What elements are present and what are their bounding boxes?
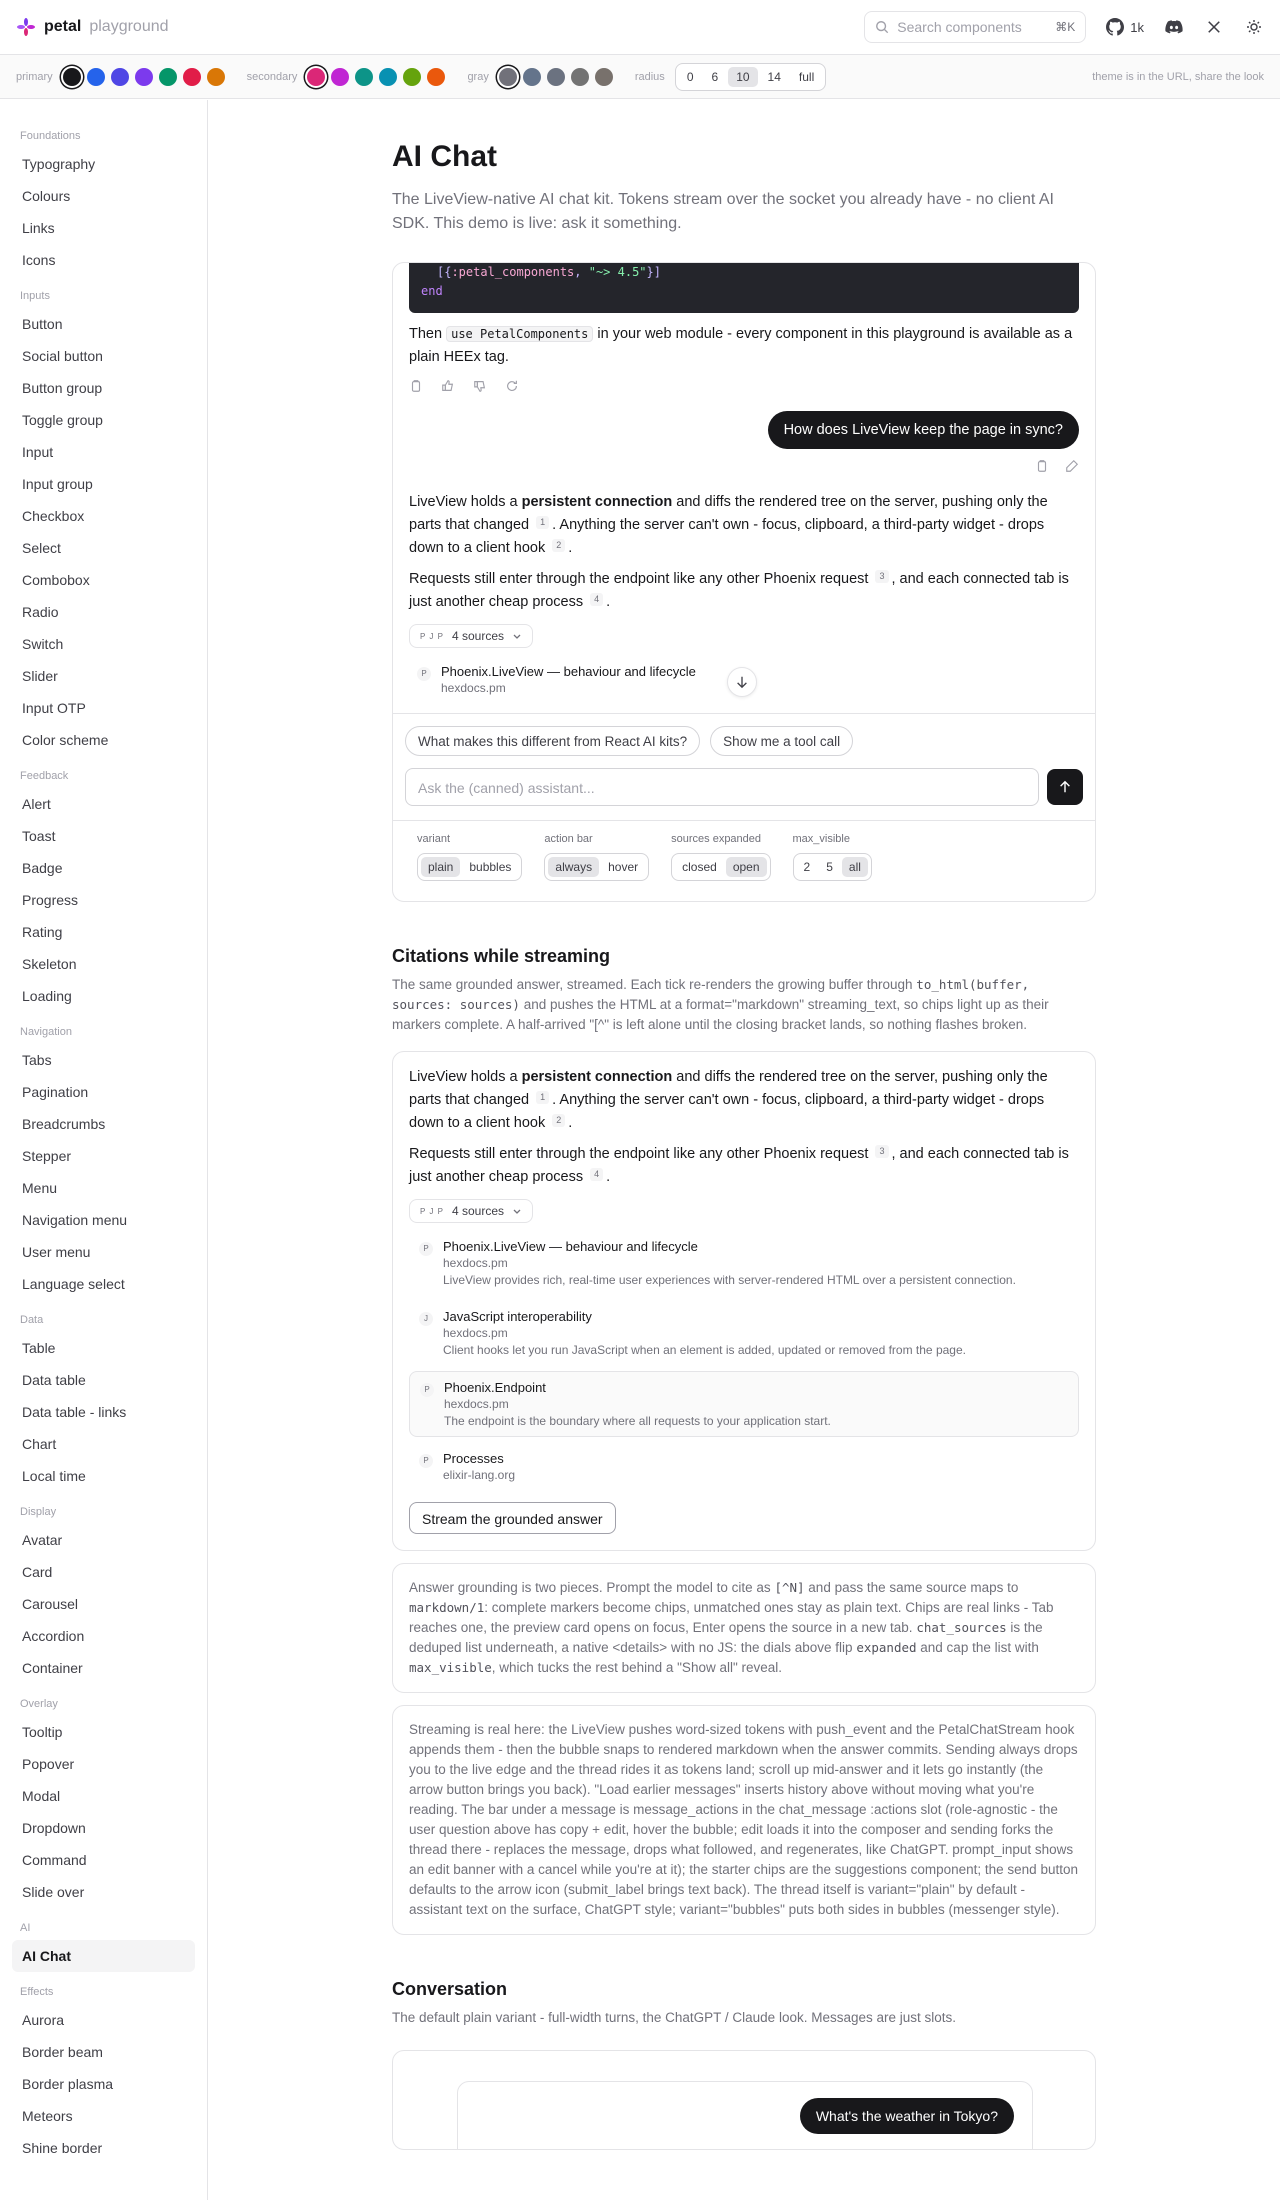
answer-text: . <box>606 1169 611 1185</box>
answer-text: . <box>568 1115 573 1131</box>
dial-label: max_visible <box>792 833 850 845</box>
sidebar-section-heading: Display <box>20 1506 57 1518</box>
sources-count: 4 sources <box>451 1204 505 1218</box>
note-text: , which tucks the rest behind a "Show all" reveal. <box>491 1660 783 1675</box>
conversation-thread <box>457 2081 1033 2150</box>
sidebar-item-loading[interactable]: Loading <box>22 988 72 1004</box>
sidebar-item-popover[interactable]: Popover <box>22 1756 75 1772</box>
sidebar-gap <box>12 1492 195 1504</box>
github-icon <box>1106 18 1124 36</box>
petal-logo-icon <box>16 17 36 37</box>
sidebar-item-user-menu[interactable]: User menu <box>22 1244 91 1260</box>
radius-option[interactable]: 0 <box>686 69 694 84</box>
source-title: Phoenix.LiveView — behaviour and lifecycle <box>441 664 696 679</box>
inline-code: expanded <box>856 1640 917 1655</box>
search-placeholder: Search components <box>897 19 1022 35</box>
inline-code: to_html(buffer, sources: sources) <box>392 977 1030 1012</box>
sidebar-section-heading: Overlay <box>20 1698 58 1710</box>
primary-color-swatch[interactable] <box>207 68 225 86</box>
gray-label: gray <box>467 70 489 83</box>
code-token: :petal_components <box>451 265 575 279</box>
source-favicons: P J P <box>420 1206 444 1216</box>
source-title: Processes <box>443 1451 504 1466</box>
github-star-count: 1k <box>1130 19 1144 35</box>
search-input[interactable] <box>864 11 1086 43</box>
citation-chip[interactable]: 3 <box>875 1145 888 1158</box>
action-bar-dial <box>544 833 649 881</box>
scroll-to-bottom-button[interactable] <box>727 667 757 697</box>
answer-text: , and each connected tab is just another cheap process <box>409 571 1069 610</box>
thumbs-up-icon[interactable] <box>441 379 457 395</box>
radius-option[interactable]: full <box>798 69 815 84</box>
note-text: is the deduped list underneath, a native <details> with no JS: the dials above flip <box>409 1620 1043 1655</box>
variant-segmented <box>417 853 522 881</box>
assistant-answer <box>409 491 1079 560</box>
gray-color-swatch[interactable] <box>547 68 565 86</box>
radius-option[interactable]: 14 <box>767 69 781 84</box>
user-message-row <box>409 411 1079 449</box>
discord-icon <box>1165 20 1183 34</box>
source-item[interactable] <box>409 1371 1079 1437</box>
code-block <box>409 263 1079 313</box>
gray-color-swatch[interactable] <box>595 68 613 86</box>
answer-text: , and each connected tab is just another cheap process <box>409 1146 1069 1185</box>
code-token: }] <box>646 265 661 279</box>
sidebar-item-command[interactable]: Command <box>22 1852 87 1868</box>
sidebar-item-toast[interactable]: Toast <box>22 828 56 844</box>
source-title: Phoenix.Endpoint <box>444 1380 546 1395</box>
source-item[interactable] <box>409 1301 1079 1365</box>
sidebar-item-social-button[interactable]: Social button <box>22 348 103 364</box>
sidebar-item-shine-border[interactable]: Shine border <box>22 2140 103 2156</box>
radius-selector <box>675 63 826 91</box>
assistant-message <box>409 323 1079 369</box>
code-line <box>421 263 1067 282</box>
source-domain: hexdocs.pm <box>441 681 506 695</box>
inline-code: markdown/1 <box>409 1600 485 1615</box>
sidebar-item-select[interactable]: Select <box>22 540 61 556</box>
action-bar-segmented <box>544 853 649 881</box>
primary-color-swatch[interactable] <box>135 68 153 86</box>
discord-link[interactable] <box>1164 17 1184 37</box>
sources-expanded-segmented <box>671 853 770 881</box>
section-title-conversation: Conversation <box>392 1979 508 1999</box>
sidebar-item-checkbox[interactable]: Checkbox <box>22 508 85 524</box>
citation-chip[interactable]: 4 <box>590 593 603 606</box>
inline-code: [^N] <box>774 1580 805 1595</box>
chat-demo-card <box>392 262 1096 902</box>
note-text: : complete markers become chips, unmatched ones stay as plain text. Chips are real links - Tab reaches one, the preview card opens on focus, Enter opens the source in a new tab. <box>409 1600 1054 1635</box>
sidebar-item-table[interactable]: Table <box>22 1340 56 1356</box>
sidebar-item-color-scheme[interactable]: Color scheme <box>22 732 109 748</box>
variant-option-bubbles[interactable]: bubbles <box>469 860 512 874</box>
copy-icon[interactable] <box>409 379 425 395</box>
desc-text: The same grounded answer, streamed. Each tick re-renders the growing buffer through <box>392 977 917 992</box>
sidebar-item-combobox[interactable]: Combobox <box>22 572 90 588</box>
source-excerpt: The endpoint is the boundary where all requests to your application start. <box>444 1414 831 1428</box>
sidebar-item-icons[interactable]: Icons <box>22 252 56 268</box>
sidebar-item-colours[interactable]: Colours <box>22 188 71 204</box>
variant-option-plain[interactable]: plain <box>421 857 460 877</box>
variant-dial <box>417 833 522 881</box>
sources-toggle[interactable] <box>409 1199 533 1223</box>
brand-name: petal <box>44 18 82 35</box>
user-message: What's the weather in Tokyo? <box>800 2098 1014 2134</box>
sources-option-closed[interactable]: closed <box>682 860 717 874</box>
sources-option-open[interactable]: open <box>726 857 767 877</box>
sidebar-item-container[interactable]: Container <box>22 1660 83 1676</box>
source-excerpt: LiveView provides rich, real-time user experiences with server-rendered HTML over a persistent connection. <box>443 1273 1016 1287</box>
sidebar-item-ai-chat[interactable]: AI Chat <box>12 1940 195 1972</box>
grounding-note <box>392 1563 1096 1693</box>
sidebar-item-button-group[interactable]: Button group <box>22 380 103 396</box>
secondary-color-swatch[interactable] <box>355 68 373 86</box>
sidebar-gap <box>12 276 195 288</box>
answer-text: . <box>568 540 573 556</box>
demo-dials <box>393 820 1095 901</box>
dial-label: variant <box>417 833 451 845</box>
brand-subtitle: playground <box>89 18 169 35</box>
sidebar-item-input-otp[interactable]: Input OTP <box>22 700 86 716</box>
answer-text: Requests still enter through the endpoint like any other Phoenix request <box>409 1146 873 1162</box>
sidebar-section-heading: Effects <box>20 1986 54 1998</box>
sidebar-item-menu[interactable]: Menu <box>22 1180 58 1196</box>
answer-text: LiveView holds a <box>409 1069 522 1085</box>
gray-color-swatch[interactable] <box>499 68 517 86</box>
sidebar-section-heading: Foundations <box>20 130 81 142</box>
inline-code: max_visible <box>409 1660 492 1675</box>
sidebar-item-links[interactable]: Links <box>22 220 55 236</box>
primary-color-swatch[interactable] <box>87 68 105 86</box>
answer-text: and diffs the rendered tree on the server, pushing only the parts that changed <box>409 1069 1048 1108</box>
answer-bold: persistent connection <box>521 494 673 510</box>
composer <box>393 713 1095 820</box>
github-link[interactable] <box>1106 18 1144 36</box>
thumbs-down-icon[interactable] <box>473 379 489 395</box>
source-title: Phoenix.LiveView — behaviour and lifecycle <box>443 1239 698 1254</box>
sidebar-item-card[interactable]: Card <box>22 1564 53 1580</box>
answer-text: and diffs the rendered tree on the server, pushing only the parts that changed <box>409 494 1048 533</box>
sun-icon <box>1246 19 1262 35</box>
sources-count: 4 sources <box>451 629 505 643</box>
source-favicon: P <box>417 667 431 681</box>
assistant-answer-p2 <box>409 568 1079 614</box>
gray-color-group <box>467 68 612 86</box>
sidebar-item-button[interactable]: Button <box>22 316 63 332</box>
sources-expanded-dial <box>671 833 770 881</box>
answer-text: Requests still enter through the endpoint like any other Phoenix request <box>409 571 873 587</box>
sidebar-gap <box>12 1684 195 1696</box>
sidebar-gap <box>12 1012 195 1024</box>
radius-option[interactable]: 10 <box>728 67 757 87</box>
chevron-down-icon <box>512 1206 522 1216</box>
source-domain: hexdocs.pm <box>443 1256 508 1270</box>
sidebar-item-border-beam[interactable]: Border beam <box>22 2044 103 2060</box>
answer-text: . Anything the server can't own - focus, clipboard, a third-party widget - drops down to a client hook <box>409 517 1045 556</box>
suggestion-chip[interactable]: What makes this different from React AI kits? <box>405 726 700 756</box>
chevron-down-icon <box>512 631 522 641</box>
sidebar-item-aurora[interactable]: Aurora <box>22 2012 65 2028</box>
source-favicon: P <box>419 1242 433 1256</box>
citations-description <box>392 975 1096 1035</box>
sidebar-section-heading: AI <box>20 1922 31 1934</box>
arrow-down-icon <box>735 675 749 689</box>
user-message: How does LiveView keep the page in sync? <box>768 411 1079 449</box>
sidebar-item-meteors[interactable]: Meteors <box>22 2108 73 2124</box>
source-domain: hexdocs.pm <box>443 1326 508 1340</box>
sidebar-item-carousel[interactable]: Carousel <box>22 1596 79 1612</box>
gray-swatches <box>499 68 613 86</box>
max-visible-option-all[interactable]: all <box>842 857 868 877</box>
dial-label: sources expanded <box>671 833 762 845</box>
streaming-note: Streaming is real here: the LiveView pushes word-sized tokens with push_event and the PetalChatStream hook appends them - then the bubble snaps to rendered markdown when the answer commits. Sending always drops you to the live edge and the thread rides it as tokens land; scroll up mid-answer and it lets go instantly (the arrow button brings you back). "Load earlier messages" inserts history above without moving what you're reading. The bar under a message is message_actions in the chat_message :actions slot (role-agnostic - the user question above has copy + edit, hover the bubble; edit loads it into the composer and sending forks the thread there - replaces the message, drops what followed, and regenerates, like ChatGPT. prompt_input shows an edit banner with a cancel while you're at it); the starter chips are the suggestions component; the send button defaults to the arrow icon (submit_label brings text back). The thread itself is variant="plain" by default - assistant text on the surface, ChatGPT style; variant="bubbles" puts both sides in bubbles (messenger style). <box>392 1705 1096 1935</box>
page-title: AI Chat <box>392 140 497 173</box>
citation-chip[interactable]: 2 <box>552 539 565 552</box>
streamed-answer-p2 <box>409 1143 1079 1189</box>
gray-color-swatch[interactable] <box>523 68 541 86</box>
arrow-up-icon <box>1058 780 1072 794</box>
citation-chip[interactable]: 4 <box>590 1168 603 1181</box>
theme-note: theme is in the URL, share the look <box>1092 70 1264 83</box>
sidebar-item-modal[interactable]: Modal <box>22 1788 61 1804</box>
logo[interactable] <box>16 17 169 37</box>
secondary-color-swatch[interactable] <box>307 68 325 86</box>
code-token: "~> 4.5" <box>588 265 647 279</box>
max-visible-dial <box>793 833 872 881</box>
citation-chip[interactable]: 1 <box>536 516 549 529</box>
sidebar-item-dropdown[interactable]: Dropdown <box>22 1820 86 1836</box>
citations-demo-card <box>392 1051 1096 1551</box>
regenerate-icon[interactable] <box>505 379 521 395</box>
sidebar-item-avatar[interactable]: Avatar <box>22 1532 63 1548</box>
sidebar-item-badge[interactable]: Badge <box>22 860 63 876</box>
sidebar-item-tabs[interactable]: Tabs <box>22 1052 52 1068</box>
inline-code: chat_sources <box>916 1620 1007 1635</box>
chat-thread[interactable] <box>393 263 1095 713</box>
source-excerpt: Client hooks let you run JavaScript when an element is added, updated or removed from the page. <box>443 1343 966 1357</box>
sidebar-item-border-plasma[interactable]: Border plasma <box>22 2076 114 2092</box>
sidebar-item-input-group[interactable]: Input group <box>22 476 93 492</box>
source-favicon: P <box>420 1383 434 1397</box>
sources-toggle[interactable] <box>409 624 533 648</box>
primary-color-swatch[interactable] <box>159 68 177 86</box>
message-text: Then <box>409 326 447 342</box>
sidebar-item-stepper[interactable]: Stepper <box>22 1148 72 1164</box>
sidebar-item-input[interactable]: Input <box>22 444 54 460</box>
sidebar-item-local-time[interactable]: Local time <box>22 1468 86 1484</box>
citation-chip[interactable]: 2 <box>552 1114 565 1127</box>
search-shortcut: ⌘K <box>1055 20 1076 34</box>
action-bar-option-always[interactable]: always <box>548 857 599 877</box>
sidebar-item-breadcrumbs[interactable]: Breadcrumbs <box>22 1116 106 1132</box>
sidebar-item-pagination[interactable]: Pagination <box>22 1084 89 1100</box>
sidebar-item-slide-over[interactable]: Slide over <box>22 1884 85 1900</box>
code-end: end <box>421 284 443 298</box>
source-item[interactable] <box>409 1443 1079 1490</box>
primary-color-group <box>16 68 225 86</box>
suggestion-chip[interactable]: Show me a tool call <box>710 726 853 756</box>
sidebar-item-language-select[interactable]: Language select <box>22 1276 125 1292</box>
sidebar-gap <box>12 1300 195 1312</box>
radius-label: radius <box>634 70 665 83</box>
sidebar-section-heading: Navigation <box>20 1026 72 1038</box>
source-favicons: P J P <box>420 631 444 641</box>
sidebar-item-switch[interactable]: Switch <box>22 636 64 652</box>
message-actions <box>409 379 1079 397</box>
code-token: , <box>574 265 589 279</box>
source-favicon: J <box>419 1312 433 1326</box>
sidebar-item-toggle-group[interactable]: Toggle group <box>22 412 103 428</box>
secondary-color-swatch[interactable] <box>331 68 349 86</box>
sidebar-section-heading: Inputs <box>20 290 50 302</box>
citation-chip[interactable]: 3 <box>875 570 888 583</box>
sidebar-item-alert[interactable]: Alert <box>22 796 51 812</box>
answer-text: . Anything the server can't own - focus, clipboard, a third-party widget - drops down to a client hook <box>409 1092 1045 1131</box>
sidebar-nav <box>0 100 208 2200</box>
secondary-color-swatch[interactable] <box>403 68 421 86</box>
sidebar-section-heading: Data <box>20 1314 44 1326</box>
secondary-color-swatch[interactable] <box>379 68 397 86</box>
x-icon <box>1207 20 1221 34</box>
source-favicon: P <box>419 1454 433 1468</box>
primary-color-swatch[interactable] <box>63 68 81 86</box>
primary-label: primary <box>16 70 53 83</box>
secondary-label: secondary <box>246 70 298 83</box>
page-lead: The LiveView-native AI chat kit. Tokens stream over the socket you already have - no client AI SDK. This demo is live: ask it something. <box>392 191 1054 232</box>
prompt-input[interactable]: Ask the (canned) assistant... <box>405 768 1039 806</box>
note-text: and pass the same source maps to <box>804 1580 1019 1595</box>
sidebar-item-radio[interactable]: Radio <box>22 604 59 620</box>
theme-toggle[interactable] <box>1244 17 1264 37</box>
sidebar-item-chart[interactable]: Chart <box>22 1436 57 1452</box>
sidebar-item-data-table-links[interactable]: Data table - links <box>22 1404 127 1420</box>
desc-text: and pushes the HTML at a format="markdown" streaming_text, so chips light up as their markers complete. A half-arrived "[^" is left alone until the closing bracket lands, so nothing flashes broken. <box>392 997 1049 1032</box>
sidebar-item-skeleton[interactable]: Skeleton <box>22 956 77 972</box>
sidebar-section-heading: Feedback <box>20 770 69 782</box>
primary-color-swatch[interactable] <box>111 68 129 86</box>
source-domain: elixir-lang.org <box>443 1468 516 1482</box>
sidebar-item-typography[interactable]: Typography <box>22 156 96 172</box>
prompt-input-row <box>405 768 1083 806</box>
answer-text: LiveView holds a <box>409 494 522 510</box>
sidebar-item-progress[interactable]: Progress <box>22 892 79 908</box>
copy-icon[interactable] <box>1035 459 1049 477</box>
top-header <box>0 0 1280 55</box>
code-token: [{ <box>437 265 452 279</box>
sidebar-item-rating[interactable]: Rating <box>22 924 63 940</box>
edit-icon[interactable] <box>1065 459 1079 477</box>
max-visible-option-2[interactable]: 2 <box>803 860 811 874</box>
user-message-actions <box>409 459 1079 477</box>
section-title-citations: Citations while streaming <box>392 946 611 966</box>
message-text: in your web module - every component in this playground is available as a plain HEEx tag. <box>409 326 1073 365</box>
source-domain: hexdocs.pm <box>444 1397 509 1411</box>
max-visible-option-5[interactable]: 5 <box>826 860 833 874</box>
dial-label: action bar <box>544 833 593 845</box>
primary-color-swatch[interactable] <box>183 68 201 86</box>
secondary-color-group <box>247 68 446 86</box>
gray-color-swatch[interactable] <box>571 68 589 86</box>
answer-text: . <box>606 594 611 610</box>
secondary-color-swatch[interactable] <box>427 68 445 86</box>
sidebar-item-slider[interactable]: Slider <box>22 668 58 684</box>
sidebar-item-accordion[interactable]: Accordion <box>22 1628 85 1644</box>
sidebar-gap <box>12 756 195 768</box>
primary-swatches <box>63 68 225 86</box>
max-visible-segmented <box>793 853 872 881</box>
streamed-answer <box>409 1066 1079 1135</box>
radius-option[interactable]: 6 <box>711 69 719 84</box>
note-text: and cap the list with <box>916 1640 1039 1655</box>
citation-chip[interactable]: 1 <box>536 1091 549 1104</box>
secondary-swatches <box>307 68 445 86</box>
radius-group <box>635 63 826 91</box>
sidebar-item-tooltip[interactable]: Tooltip <box>22 1724 63 1740</box>
suggestions <box>405 726 1083 756</box>
action-bar-option-hover[interactable]: hover <box>608 860 639 874</box>
x-link[interactable] <box>1204 17 1224 37</box>
theme-bar <box>0 55 1280 99</box>
source-item[interactable] <box>409 1231 1079 1295</box>
sidebar-item-data-table[interactable]: Data table <box>22 1372 86 1388</box>
sidebar-gap <box>12 1908 195 1920</box>
main-content <box>392 100 1096 2150</box>
stream-button[interactable]: Stream the grounded answer <box>409 1502 616 1534</box>
sidebar-item-navigation-menu[interactable]: Navigation menu <box>22 1212 128 1228</box>
search-icon <box>875 20 889 34</box>
sidebar-gap <box>12 1972 195 1984</box>
source-title: JavaScript interoperability <box>443 1309 592 1324</box>
conversation-demo-card <box>392 2050 1096 2150</box>
note-text: Answer grounding is two pieces. Prompt the model to cite as <box>409 1580 775 1595</box>
send-button[interactable] <box>1047 769 1083 805</box>
answer-bold: persistent connection <box>521 1069 673 1085</box>
sources-list <box>409 1231 1079 1490</box>
conversation-description: The default plain variant - full-width turns, the ChatGPT / Claude look. Messages are just slots. <box>392 2010 957 2025</box>
inline-code: use PetalComponents <box>446 326 593 342</box>
